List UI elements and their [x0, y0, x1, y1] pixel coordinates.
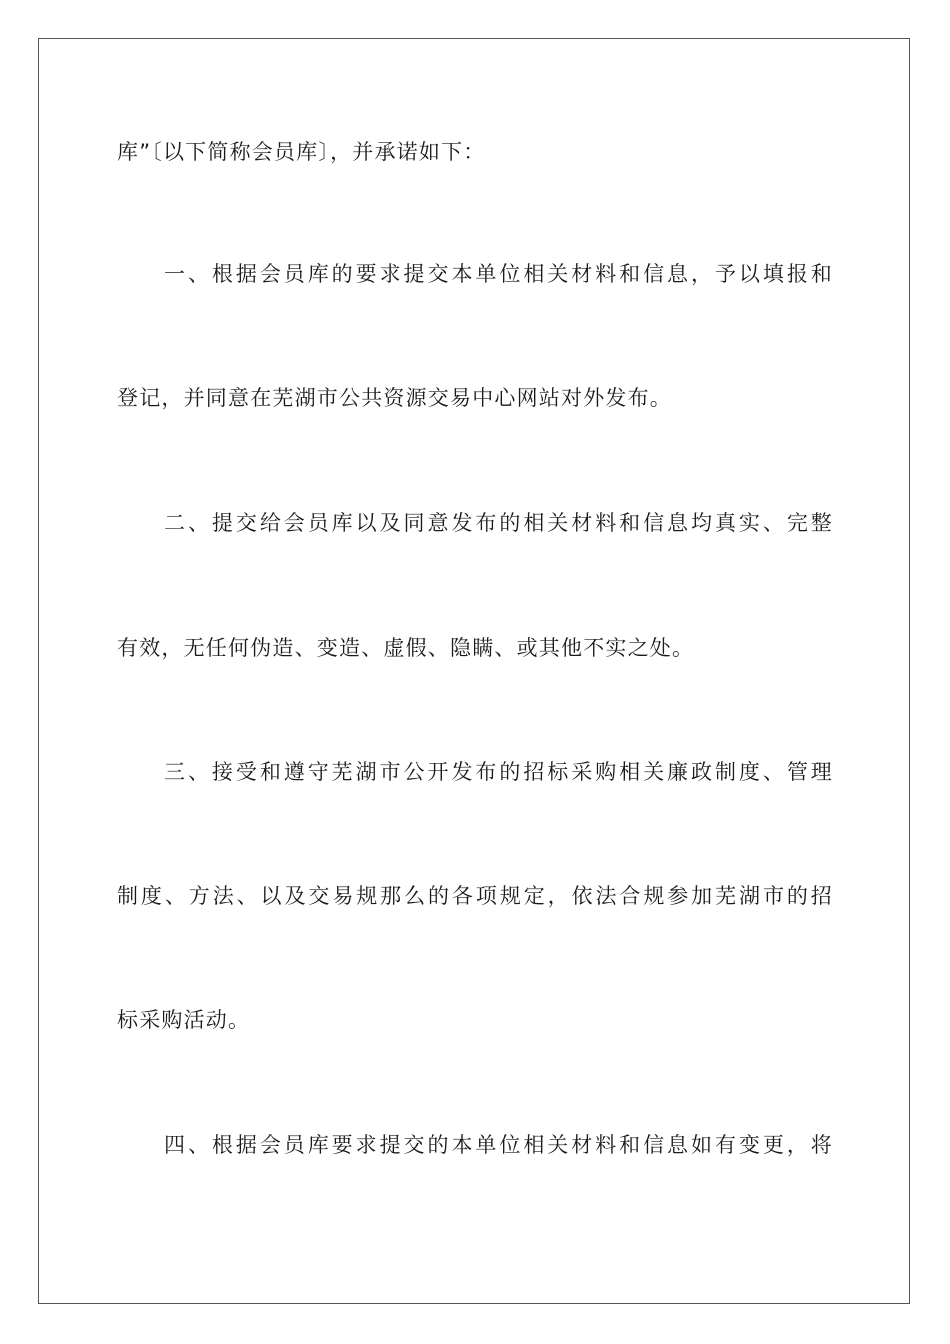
- paragraph-line-7: 制度、方法、以及交易规那么的各项规定，依法合规参加芜湖市的招: [117, 884, 833, 908]
- paragraph-line-3: 登记，并同意在芜湖市公共资源交易中心网站对外发布。: [117, 386, 672, 410]
- page-border: [38, 38, 910, 1304]
- paragraph-line-6: 三、接受和遵守芜湖市公开发布的招标采购相关廉政制度、管理: [164, 760, 833, 784]
- paragraph-line-4: 二、提交给会员库以及同意发布的相关材料和信息均真实、完整: [164, 511, 833, 535]
- paragraph-line-2: 一、根据会员库的要求提交本单位相关材料和信息，予以填报和: [164, 262, 833, 286]
- paragraph-line-9: 四、根据会员库要求提交的本单位相关材料和信息如有变更，将: [164, 1133, 833, 1157]
- paragraph-line-5: 有效，无任何伪造、变造、虚假、隐瞒、或其他不实之处。: [117, 636, 695, 660]
- paragraph-line-8: 标采购活动。: [117, 1008, 251, 1032]
- paragraph-line-1: 库”〔以下简称会员库〕，并承诺如下：: [117, 140, 486, 164]
